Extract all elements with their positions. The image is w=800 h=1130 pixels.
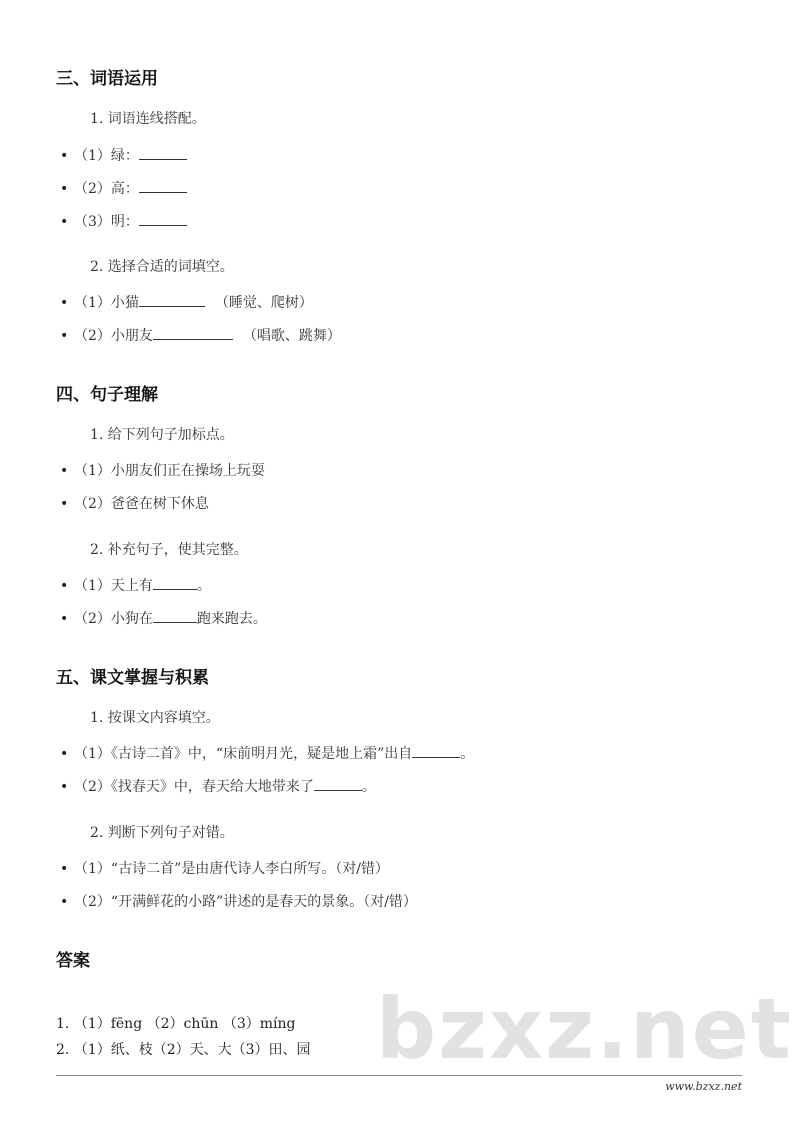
list-item: • （2）小狗在 跑来跑去。 xyxy=(60,608,267,628)
list-item: • （2）“开满鲜花的小路”讲述的是春天的景象。（对/错） xyxy=(60,894,417,910)
section-title-word-usage: 三、词语运用 xyxy=(56,69,158,89)
answer-blank[interactable] xyxy=(153,325,233,340)
list-item: • （2）高： xyxy=(60,178,187,198)
footer-url: www.bzxz.net xyxy=(665,1080,742,1093)
question-fill-word: 2. 选择合适的词填空。 xyxy=(90,259,234,275)
bullet-icon: • xyxy=(60,779,69,795)
bullet-icon: • xyxy=(60,463,69,479)
question-fill-by-text: 1. 按课文内容填空。 xyxy=(90,710,220,726)
question-word-matching: 1. 词语连线搭配。 xyxy=(90,111,206,127)
answer-line: 2. （1）纸、枝（2）天、大（3）田、园 xyxy=(56,1042,311,1058)
list-item: • （2）爸爸在树下休息 xyxy=(60,496,209,512)
bullet-icon: • xyxy=(60,328,69,344)
list-item: • （1）《古诗二首》中，“床前明月光，疑是地上霜”出自 。 xyxy=(60,743,474,763)
section-title-text-mastery: 五、课文掌握与积累 xyxy=(56,668,209,688)
answer-blank[interactable] xyxy=(412,743,460,758)
answer-blank[interactable] xyxy=(139,211,187,226)
bullet-icon: • xyxy=(60,611,69,627)
list-item: • （1）“古诗二首”是由唐代诗人李白所写。（对/错） xyxy=(60,861,389,877)
answer-blank[interactable] xyxy=(153,608,197,623)
bullet-icon: • xyxy=(60,746,69,762)
bullet-icon: • xyxy=(60,148,69,164)
list-item: • （1）天上有 。 xyxy=(60,575,211,595)
list-item: • （2）《找春天》中，春天给大地带来了 。 xyxy=(60,776,376,796)
answer-line: 1. （1）fēng （2）chūn （3）míng xyxy=(56,1016,296,1032)
answer-blank[interactable] xyxy=(314,776,362,791)
bullet-icon: • xyxy=(60,295,69,311)
answer-blank[interactable] xyxy=(139,292,205,307)
bullet-icon: • xyxy=(60,181,69,197)
question-true-false: 2. 判断下列句子对错。 xyxy=(90,825,234,841)
list-item: • （2）小朋友 （唱歌、跳舞） xyxy=(60,325,341,345)
bullet-icon: • xyxy=(60,214,69,230)
list-item: • （1）小猫 （睡觉、爬树） xyxy=(60,292,313,312)
list-item: • （3）明： xyxy=(60,211,187,231)
bullet-icon: • xyxy=(60,894,69,910)
list-item: • （1）绿： xyxy=(60,145,187,165)
footer-divider xyxy=(56,1075,742,1076)
question-punctuation: 1. 给下列句子加标点。 xyxy=(90,427,234,443)
bullet-icon: • xyxy=(60,496,69,512)
question-complete-sentence: 2. 补充句子，使其完整。 xyxy=(90,542,248,558)
bullet-icon: • xyxy=(60,578,69,594)
answer-blank[interactable] xyxy=(139,145,187,160)
watermark-logo: bzxz.net xyxy=(376,980,793,1078)
list-item: • （1）小朋友们正在操场上玩耍 xyxy=(60,463,265,479)
section-title-sentence-understanding: 四、句子理解 xyxy=(56,385,158,405)
bullet-icon: • xyxy=(60,861,69,877)
answer-blank[interactable] xyxy=(139,178,187,193)
answers-title: 答案 xyxy=(56,951,90,971)
answer-blank[interactable] xyxy=(153,575,197,590)
